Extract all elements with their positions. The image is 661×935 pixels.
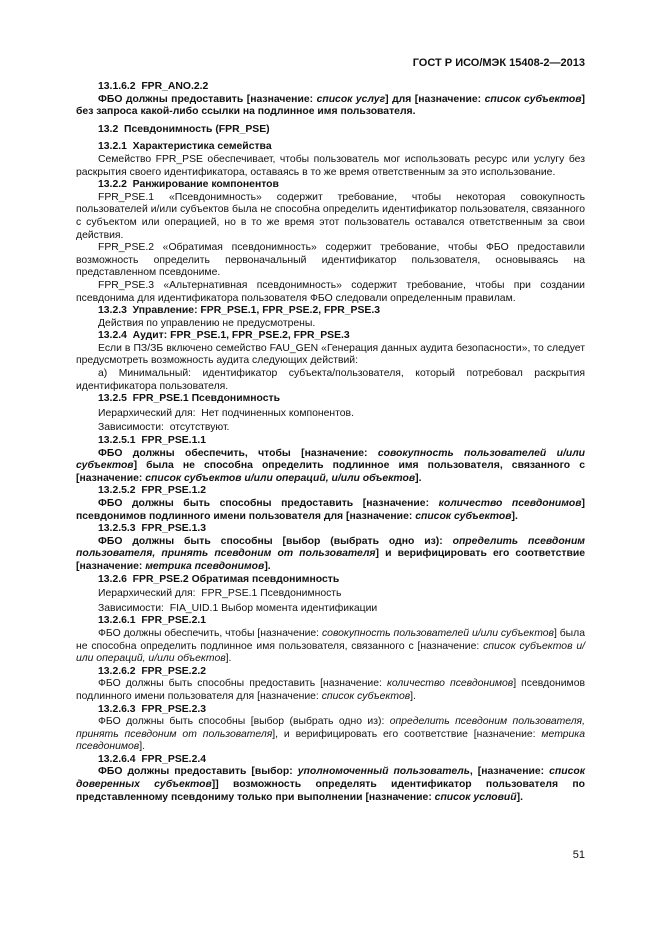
paragraph: Семейство FPR_PSE обеспечивает, чтобы пользователь мог использовать ресурс или услугу без раскрытия своего идентификатора, оставаясь в то же время ответственным за это использование. <box>76 153 585 178</box>
paragraph: ФБО должны обеспечить, чтобы [назначение: совокупность пользователей и/или субъектов] была не способна определить подлинное имя пользователя, связанного с [назначение: список субъектов и/или операций, и/или объектов]. <box>76 447 586 484</box>
paragraph: Иерархический для: Нет подчиненных компонентов. <box>98 407 354 419</box>
paragraph: FPR_PSE.1 «Псевдонимность» содержит требование, чтобы некоторая совокупность пользователей и/или субъектов была не способна определить идентификатор пользователя, связанного с субъектом или операцией, но в то же время этот пользователь оставался ответственным за свои действия. <box>76 191 585 241</box>
section-heading: 13.2.1 Характеристика семейства <box>98 141 272 153</box>
section-heading: 13.2.6.1 FPR_PSE.2.1 <box>98 615 207 627</box>
paragraph: ФБО должны предоставить [выбор: уполномоченный пользователь, [назначение: список доверенных субъектов]] возможность определять идентификатор пользователя по представленному псевдониму только при выполнении [назначение: список условий]. <box>76 766 586 803</box>
paragraph: ФБО должны быть способны [выбор (выбрать одно из): определить псевдоним пользователя, принять псевдоним от пользователя], и верифицировать его соответствие [назначение: метрика псевдонимов]. <box>76 716 585 753</box>
paragraph: а) Минимальный: идентификатор субъекта/пользователя, который потребовал раскрытия идентификатора пользователя. <box>76 368 585 392</box>
section-heading: 13.2.5 FPR_PSE.1 Псевдонимность <box>98 393 281 405</box>
paragraph: Иерархический для: FPR_PSE.1 Псевдонимность <box>98 588 342 600</box>
paragraph: Зависимости: отсутствуют. <box>98 422 230 434</box>
paragraph: ФБО должны быть способны предоставить [назначение: количество псевдонимов] псевдонимов подлинного имени пользователя для [назначение: список субъектов]. <box>76 498 585 522</box>
paragraph: FPR_PSE.3 «Альтернативная псевдонимность» содержит требование, чтобы при создании псевдонима для идентификатора пользователя ФБО следовали определенным правилам. <box>76 279 585 304</box>
paragraph: Зависимости: FIA_UID.1 Выбор момента идентификации <box>98 602 378 614</box>
paragraph: ФБО должны быть способны предоставить [назначение: количество псевдонимов] псевдонимов подлинного имени пользователя для [назначение: список субъектов]. <box>76 678 585 702</box>
section-heading: 13.2.5.2 FPR_PSE.1.2 <box>98 485 207 497</box>
paragraph: ФБО должны обеспечить, чтобы [назначение: совокупность пользователей и/или субъектов] была не способна определить подлинное имя пользователя, связанного с [назначение: список субъектов и/или операций, и/или объектов]. <box>76 627 585 665</box>
paragraph: ФБО должны быть способны [выбор (выбрать одно из): определить псевдоним пользователя, принять псевдоним от пользователя] и верифицировать его соответствие [назначение: метрика псевдонимов]. <box>76 535 585 572</box>
section-heading: 13.2.6.3 FPR_PSE.2.3 <box>98 703 207 715</box>
section-heading: 13.2 Псевдонимность (FPR_PSE) <box>98 123 270 135</box>
section-heading: 13.2.4 Аудит: FPR_PSE.1, FPR_PSE.2, FPR_PSE.3 <box>98 330 350 342</box>
paragraph: Действия по управлению не предусмотрены. <box>98 317 316 329</box>
section-heading: 13.2.6.2 FPR_PSE.2.2 <box>98 665 207 677</box>
document-body <box>76 81 585 804</box>
page-number: 51 <box>572 849 585 861</box>
section-heading: 13.2.5.1 FPR_PSE.1.1 <box>98 435 207 447</box>
section-heading: 13.2.5.3 FPR_PSE.1.3 <box>98 523 207 535</box>
section-heading: 13.2.6 FPR_PSE.2 Обратимая псевдонимность <box>98 573 340 585</box>
paragraph: ФБО должны предоставить [назначение: список услуг] для [назначение: список субъектов] без запроса какой-либо ссылки на подлинное имя пользователя. <box>76 93 585 118</box>
section-heading: 13.2.6.4 FPR_PSE.2.4 <box>98 753 207 765</box>
section-heading: 13.1.6.2 FPR_ANO.2.2 <box>98 81 209 92</box>
section-heading: 13.2.3 Управление: FPR_PSE.1, FPR_PSE.2, FPR_PSE.3 <box>98 305 381 317</box>
section-heading: 13.2.2 Ранжирование компонентов <box>98 179 279 191</box>
document-header: ГОСТ Р ИСО/МЭК 15408-2—2013 <box>412 57 585 69</box>
paragraph: Если в ПЗ/ЗБ включено семейство FAU_GEN «Генерация данных аудита безопасности», то следует предусмотреть возможность аудита следующих действий: <box>76 342 585 367</box>
paragraph: FPR_PSE.2 «Обратимая псевдонимность» содержит требование, чтобы ФБО предоставили возможность определить первоначальный идентификатор пользователя, основываясь на представленном псевдониме. <box>76 242 585 279</box>
